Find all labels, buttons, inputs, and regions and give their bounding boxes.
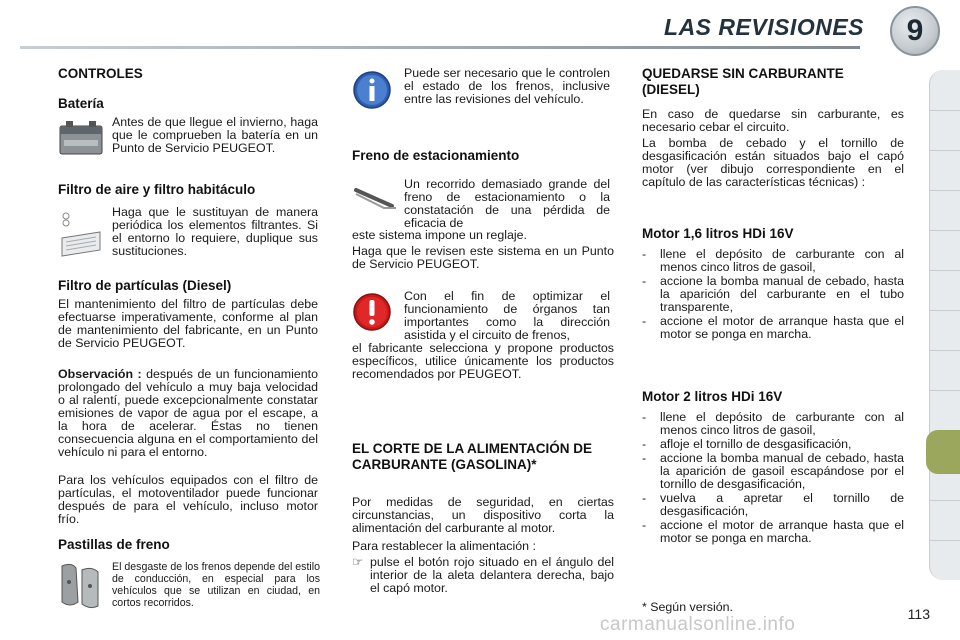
- freno-estacionamiento-text: este sistema impone un reglaje.: [352, 228, 527, 242]
- warning-text: el fabricante selecciona y propone productos específicos, utilice únicamente los productos recomendados por PEUGEOT.: [352, 341, 614, 381]
- corte-title: EL CORTE DE LA ALIMENTACIÓN DE CARBURANTE (GASOLINA)*: [352, 441, 593, 472]
- battery-icon: [56, 118, 106, 158]
- warning-text-a: Con el fin de optimizar el funcionamiento de órganos tan importantes como la dirección asistida y el circuito de frenos,: [404, 289, 610, 342]
- active-chapter-tab[interactable]: [926, 430, 960, 474]
- tab-divider: [930, 540, 960, 541]
- chapter-badge: 9: [890, 6, 940, 56]
- chapter-tab-strip: [929, 70, 960, 580]
- freno-estacionamiento-text2: Haga que le revisen este sistema en un Punto de Servicio PEUGEOT.: [352, 244, 614, 271]
- tab-divider: [930, 350, 960, 351]
- list-item: - accione la bomba manual de cebado, hasta la aparición de gasoil escapándose por el tornillo de desgasificación,: [642, 452, 904, 491]
- list-item: - llene el depósito de carburante con al menos cinco litros de gasoil,: [642, 248, 904, 274]
- quedarse-sin-carburante-heading: QUEDARSE SIN CARBURANTE (DIESEL): [642, 66, 844, 97]
- tab-divider: [930, 230, 960, 231]
- quedarse-text2: La bomba de cebado y el tornillo de desgasificación están situados bajo el capó motor (ver dibujo correspondiente en el capítulo de las características técnicas) :: [642, 136, 904, 189]
- corte-bullet: pulse el botón rojo situado en el ángulo del interior de la aleta delantera derecha, bajo el capó motor.: [370, 555, 614, 595]
- filtro-particulas-text2: Para los vehículos equipados con el filtro de partículas, el motoventilador puede funcionar después de para el vehículo, incluso motor frío.: [58, 473, 318, 526]
- list-item: - accione el motor de arranque hasta que el motor se ponga en marcha.: [642, 519, 904, 545]
- pastillas-text: El desgaste de los frenos depende del estilo de conducción, en especial para los vehículos que se utilizan en ciudad, en cortos recorridos.: [112, 561, 320, 609]
- tab-divider: [930, 310, 960, 311]
- list-item: - llene el depósito de carburante con al menos cinco litros de gasoil,: [642, 411, 904, 437]
- observacion-paragraph: [58, 368, 318, 459]
- filtro-aire-title: Filtro de aire y filtro habitáculo: [58, 182, 256, 197]
- parking-brake-icon: [354, 184, 398, 214]
- page-title: LAS REVISIONES: [664, 14, 864, 40]
- pastillas-title: Pastillas de freno: [58, 537, 170, 552]
- motor16-steps: [642, 248, 904, 342]
- list-item: - afloje el tornillo de desgasificación,: [642, 438, 904, 451]
- filtro-particulas-title: Filtro de partículas (Diesel): [58, 278, 232, 293]
- page-number: 113: [907, 606, 930, 622]
- info-icon: [352, 70, 392, 110]
- filtro-particulas-text: El mantenimiento del filtro de partículas debe efectuarse imperativamente, conforme al plan de mantenimiento del fabricante, en un Punto de Servicio PEUGEOT.: [58, 297, 318, 350]
- hand-pointer-icon: ☞: [352, 555, 364, 569]
- header-rule: [20, 46, 860, 49]
- warning-icon: [352, 292, 392, 332]
- tab-divider: [930, 190, 960, 191]
- bateria-text: Antes de que llegue el invierno, haga que le comprueben la batería en un Punto de Servicio PEUGEOT.: [112, 115, 318, 155]
- list-item: - accione el motor de arranque hasta que el motor se ponga en marcha.: [642, 315, 904, 341]
- info-text: Puede ser necesario que le controlen el estado de los frenos, inclusive entre las revisiones del vehículo.: [404, 66, 610, 106]
- freno-estacionamiento-text-a: Un recorrido demasiado grande del freno de estacionamiento o la constatación de una pérdida de eficacia de: [404, 177, 610, 230]
- motor2-steps: [642, 411, 904, 546]
- list-item: - vuelva a apretar el tornillo de desgasificación,: [642, 492, 904, 518]
- filtro-aire-text: Haga que le sustituyan de manera periódica los elementos filtrantes. Si el entorno lo requiere, duplique sus sustituciones.: [112, 205, 318, 258]
- freno-estacionamiento-title: Freno de estacionamiento: [352, 148, 520, 163]
- section-heading-controles: CONTROLES: [58, 66, 143, 81]
- list-item: - accione la bomba manual de cebado, hasta la aparición del carburante en el tubo transparente,: [642, 275, 904, 314]
- tab-divider: [930, 270, 960, 271]
- tab-divider: [930, 390, 960, 391]
- tab-divider: [930, 500, 960, 501]
- footnote: * Según versión.: [642, 600, 733, 614]
- motor16-title: Motor 1,6 litros HDi 16V: [642, 226, 794, 241]
- bateria-title: Batería: [58, 96, 104, 111]
- watermark: carmanualsonline.info: [600, 614, 796, 635]
- motor2-title: Motor 2 litros HDi 16V: [642, 389, 783, 404]
- quedarse-text: En caso de quedarse sin carburante, es necesario cebar el circuito.: [642, 107, 904, 134]
- brake-pads-icon: [56, 560, 104, 610]
- observacion-text: después de un funcionamiento prolongado del vehículo a muy baja velocidad o al ralentí, puede excepcionalmente constatar emisiones de vapor de agua por el escape, a la hora de acelerar. Éstas no tienen consecuencia alguna en el comportamiento del vehículo ni para el entorno.: [58, 367, 319, 459]
- corte-text2: Para restablecer la alimentación :: [352, 539, 536, 553]
- observacion-label: Observación :: [58, 367, 142, 381]
- tab-divider: [930, 150, 960, 151]
- air-filter-icon: [56, 208, 106, 260]
- tab-divider: [930, 110, 960, 111]
- corte-text: Por medidas de seguridad, en ciertas circunstancias, un dispositivo corta la alimentación del carburante al motor.: [352, 495, 614, 535]
